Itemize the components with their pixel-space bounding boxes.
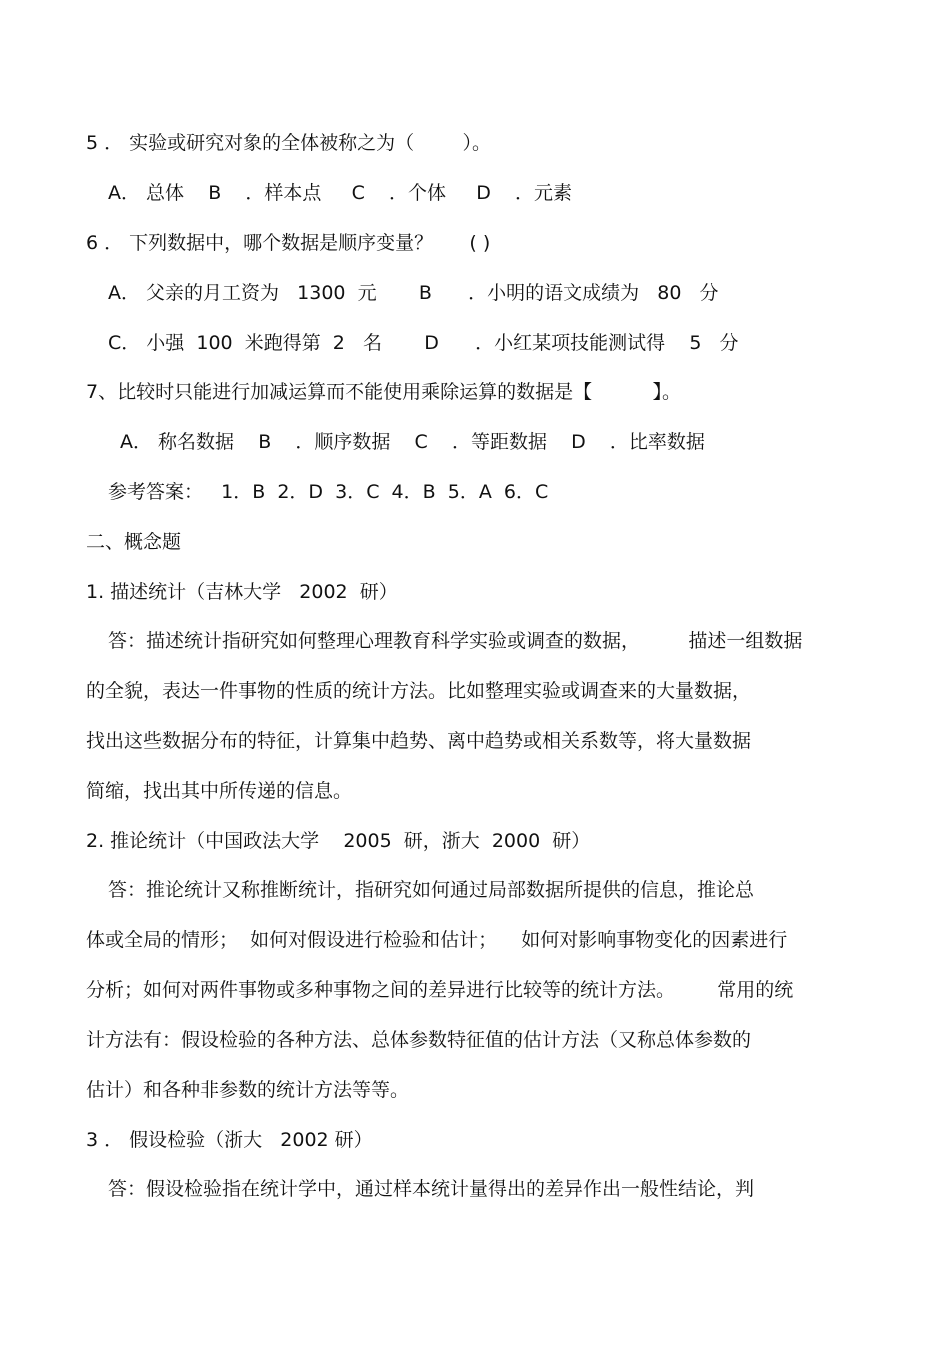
- section-title: 二、概念题: [86, 531, 182, 553]
- concept-2-line: 计方法有：假设检验的各种方法、总体参数特征值的估计方法（又称总体参数的: [86, 1029, 752, 1051]
- concept-1-line: 简缩，找出其中所传递的信息。: [86, 780, 353, 802]
- answer-key: 参考答案： 1．B 2．D 3．C 4．B 5．A 6．C: [108, 481, 549, 503]
- concept-2-heading: 2. 推论统计（中国政法大学 2005 研，浙大 2000 研）: [86, 830, 591, 852]
- concept-1-line: 的全貌，表达一件事物的性质的统计方法。比如整理实验或调查来的大量数据，: [86, 680, 752, 702]
- concept-3-line: 答：假设检验指在统计学中，通过样本统计量得出的差异作出一般性结论，判: [108, 1178, 755, 1200]
- concept-2-line: 答：推论统计又称推断统计，指研究如何通过局部数据所提供的信息，推论总: [108, 879, 755, 901]
- concept-1-heading: 1. 描述统计（吉林大学 2002 研）: [86, 581, 398, 603]
- concept-1-line: 找出这些数据分布的特征，计算集中趋势、离中趋势或相关系数等，将大量数据: [86, 730, 752, 752]
- concept-3-heading: 3 ． 假设检验（浙大 2002 研）: [86, 1129, 373, 1151]
- concept-2-line: 估计）和各种非参数的统计方法等等。: [86, 1079, 410, 1101]
- concept-1-line: 答：描述统计指研究如何整理心理教育科学实验或调查的数据， 描述一组数据: [108, 630, 803, 652]
- question-6-options-row-1: A． 父亲的月工资为 1300 元 B ．小明的语文成绩为 80 分: [108, 282, 719, 304]
- question-7-options: A． 称名数据 B ．顺序数据 C ．等距数据 D ．比率数据: [120, 431, 705, 453]
- concept-2-line: 体或全局的情形； 如何对假设进行检验和估计； 如何对影响事物变化的因素进行: [86, 929, 788, 951]
- question-7-stem: 7、比较时只能进行加减运算而不能使用乘除运算的数据是【 】。: [86, 381, 681, 403]
- concept-2-line: 分析；如何对两件事物或多种事物之间的差异进行比较等的统计方法。 常用的统: [86, 979, 794, 1001]
- question-6-stem: 6 ． 下列数据中，哪个数据是顺序变量？ ( ): [86, 232, 491, 254]
- question-5-stem: 5 ． 实验或研究对象的全体被称之为（ ）。: [86, 132, 491, 154]
- question-6-options-row-2: C． 小强 100 米跑得第 2 名 D ．小红某项技能测试得 5 分: [108, 332, 739, 354]
- question-5-options: A． 总体 B ．样本点 C ．个体 D ．元素: [108, 182, 572, 204]
